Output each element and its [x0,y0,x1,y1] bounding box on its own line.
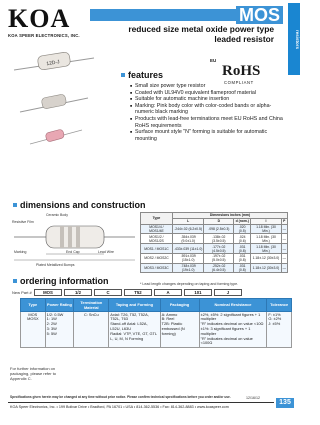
part-number-boxes [34,289,242,296]
rohs-compliant: COMPLIANT [224,80,254,85]
table-row [21,311,292,348]
col-d-nom: d (nom.) [235,219,249,224]
label-marking: Marking [14,250,27,254]
features-heading: features [128,70,164,80]
label-end-cap: End Cap [66,250,80,254]
type-values: MOS MOSX [21,311,46,348]
table-cell: MOS1/4 / MOS1/4E [141,224,173,234]
table-cell: .591±.039 (15±1.0) [172,253,204,263]
col-p: P [281,218,287,224]
table-row [141,224,288,234]
part-box: T52 [124,289,152,296]
col-dimensions-group: Dimensions inches (mm) [172,213,287,219]
product-photo [12,40,96,150]
resistor-small [30,129,82,144]
table-cell: — [281,244,287,254]
rohs-mark: RoHS [222,63,261,79]
part-box: C [94,289,122,296]
subtitle-line-1: reduced size metal oxide power type [128,24,274,34]
table-cell: .354±.039 (9.0±1.0) [172,234,204,244]
table-row [141,253,288,263]
koa-logo [8,4,80,38]
taping-forming-values: Axial: T26, T52, T52A, T52L, T63 Stand-off Axial: L52A, L52U, L63U Radial: VTP, VTE, GT, GTL L, U, M, N Forming [109,311,160,348]
feature-item: ■ Marking: Pink body color with color-coded bands or alpha-numeric black marking [130,103,288,116]
dimensions-heading: dimensions and construction [20,200,146,210]
resistor-marking: 12D-J [45,59,61,68]
logo-letters: KOA [8,4,71,33]
resistor-medium [20,94,88,112]
table-cell: .138±.02 (3.5±0.5) [204,234,234,244]
table-cell: 1.18 Min. (30 Min.) [251,234,281,244]
part-box: MOS [34,289,62,296]
new-part-label: New Part # [12,290,32,295]
product-subtitle [128,25,274,44]
table-row [141,244,288,254]
col-termination: Termination Material [74,299,109,312]
power-rating-values: 1/2: 0.5W 1: 1W 2: 2W 3: 3W 5: 5W [45,311,74,348]
table-cell: .748±.039 (19±1.0) [172,263,204,273]
col-taping-forming: Taping and Forming [109,299,160,312]
table-cell: .098 (2.5±0.3) [204,224,234,234]
dimensions-table [140,212,288,273]
table-cell: 1.18 Min. (30 Min.) [251,224,281,234]
date-code: 12/16/12 [246,396,260,400]
ordering-heading: ordering information [20,276,109,286]
feature-item: ■ Coated with UL94V0 equivalent flameproof material [130,90,288,97]
company-name: KOA SPEER ELECTRONICS, INC. [8,33,80,38]
label-ceramic-body: Ceramic Body [46,213,68,217]
col-packaging: Packaging [160,299,199,312]
col-type: Type [141,213,173,225]
feature-item: ■ Small size power type resistor [130,83,288,90]
col-tolerance: Tolerance [267,299,292,312]
part-box: 1/2 [64,289,92,296]
tolerance-values: F: ±1% G: ±2% J: ±5% [267,311,292,348]
features-list [130,83,288,142]
feature-item: ■ Products with lead-free terminations meet EU RoHS and China RoHS requirements [130,116,288,129]
table-cell: .020 (0.5) [234,224,251,234]
table-cell: — [281,263,287,273]
label-resistive-film: Resistive Film [12,220,34,224]
table-cell: — [281,234,287,244]
table-cell: .197±.02 (5.0±0.5) [204,253,234,263]
label-plated-lead: Plated Metallized Bumps [36,263,75,267]
col-lead: l [251,218,281,224]
table-cell: 1.18±.12 (30±3.0) [251,263,281,273]
col-d: D [204,218,234,224]
termination-values: C: SnCu [74,311,109,348]
table-cell: .244±.02 (6.2±0.5) [172,224,204,234]
feature-item: ■ Suitable for automatic machine insertion [130,96,288,103]
col-power-rating: Power Rating [45,299,74,312]
label-lead-wire: Lead Wire [98,250,114,254]
table-cell: MOS2 / MOS2C [141,253,173,263]
part-box: 101 [184,289,212,296]
col-type: Type [21,299,46,312]
table-cell: — [281,224,287,234]
table-cell: .031 (0.8) [234,244,251,254]
table-cell: .024 (0.6) [234,234,251,244]
subtitle-line-2: leaded resistor [214,33,274,44]
nominal-resistance-values: ±2%, ±5%: 2 significant figures + 1 multiplier "R" indicates decimal on value <10Ω ±1%: 3 significant figures + 1 multiplier "R" indicates decimal on value <100Ω [199,311,267,348]
table-cell: MOS3 / MOS3C [141,263,173,273]
part-box: A [154,289,182,296]
further-info: For further information on packaging, please refer to Appendix C. [10,366,57,381]
table-row [141,263,288,273]
side-tab-label: resistors [295,30,300,50]
table-cell: MOS1 / MOS1C [141,244,173,254]
table-row [141,234,288,244]
table-cell: .433±.039 (11±1.0) [172,244,204,254]
table-cell: MOS1/2 / MOS1/2S [141,234,173,244]
eu-mark: EU [210,58,217,63]
table-cell: — [281,253,287,263]
footer-address: KOA Speer Electronics, Inc. • 199 Bolivar Drive • Bradford, PA 16701 • USA • 814-362-5536 • Fax: 814-362-8883 • www.koaspeer.com [10,405,229,409]
col-l: L [172,218,204,224]
product-title: MOS [236,6,283,24]
feature-item: ■ Surface mount style "N" forming is suitable for automatic mounting [130,129,288,142]
resistor-large [14,52,94,71]
table-cell: .177±.02 (4.5±0.5) [204,244,234,254]
part-box: J [214,289,242,296]
dimensions-note: * Lead length changes depending on taping and forming type. [140,282,239,286]
disclaimer: Specifications given herein may be changed at any time without prior notice. Please confirm technical specifications before you order and/or use. [10,395,231,399]
page-number: 135 [276,398,294,408]
table-cell: .031 (0.8) [234,253,251,263]
table-cell: 1.18±.12 (30±3.0) [251,253,281,263]
table-cell: 1.18 Min. (30 Min.) [251,244,281,254]
packaging-values: A: Ammo B: Reel T2B: Plastic embossed (N forming) [160,311,199,348]
ordering-table [20,298,292,348]
col-nominal-resistance: Nominal Resistance [199,299,267,312]
table-cell: .031 (0.8) [234,263,251,273]
table-cell: .252±.02 (6.4±0.5) [204,263,234,273]
footer-divider [8,402,274,403]
